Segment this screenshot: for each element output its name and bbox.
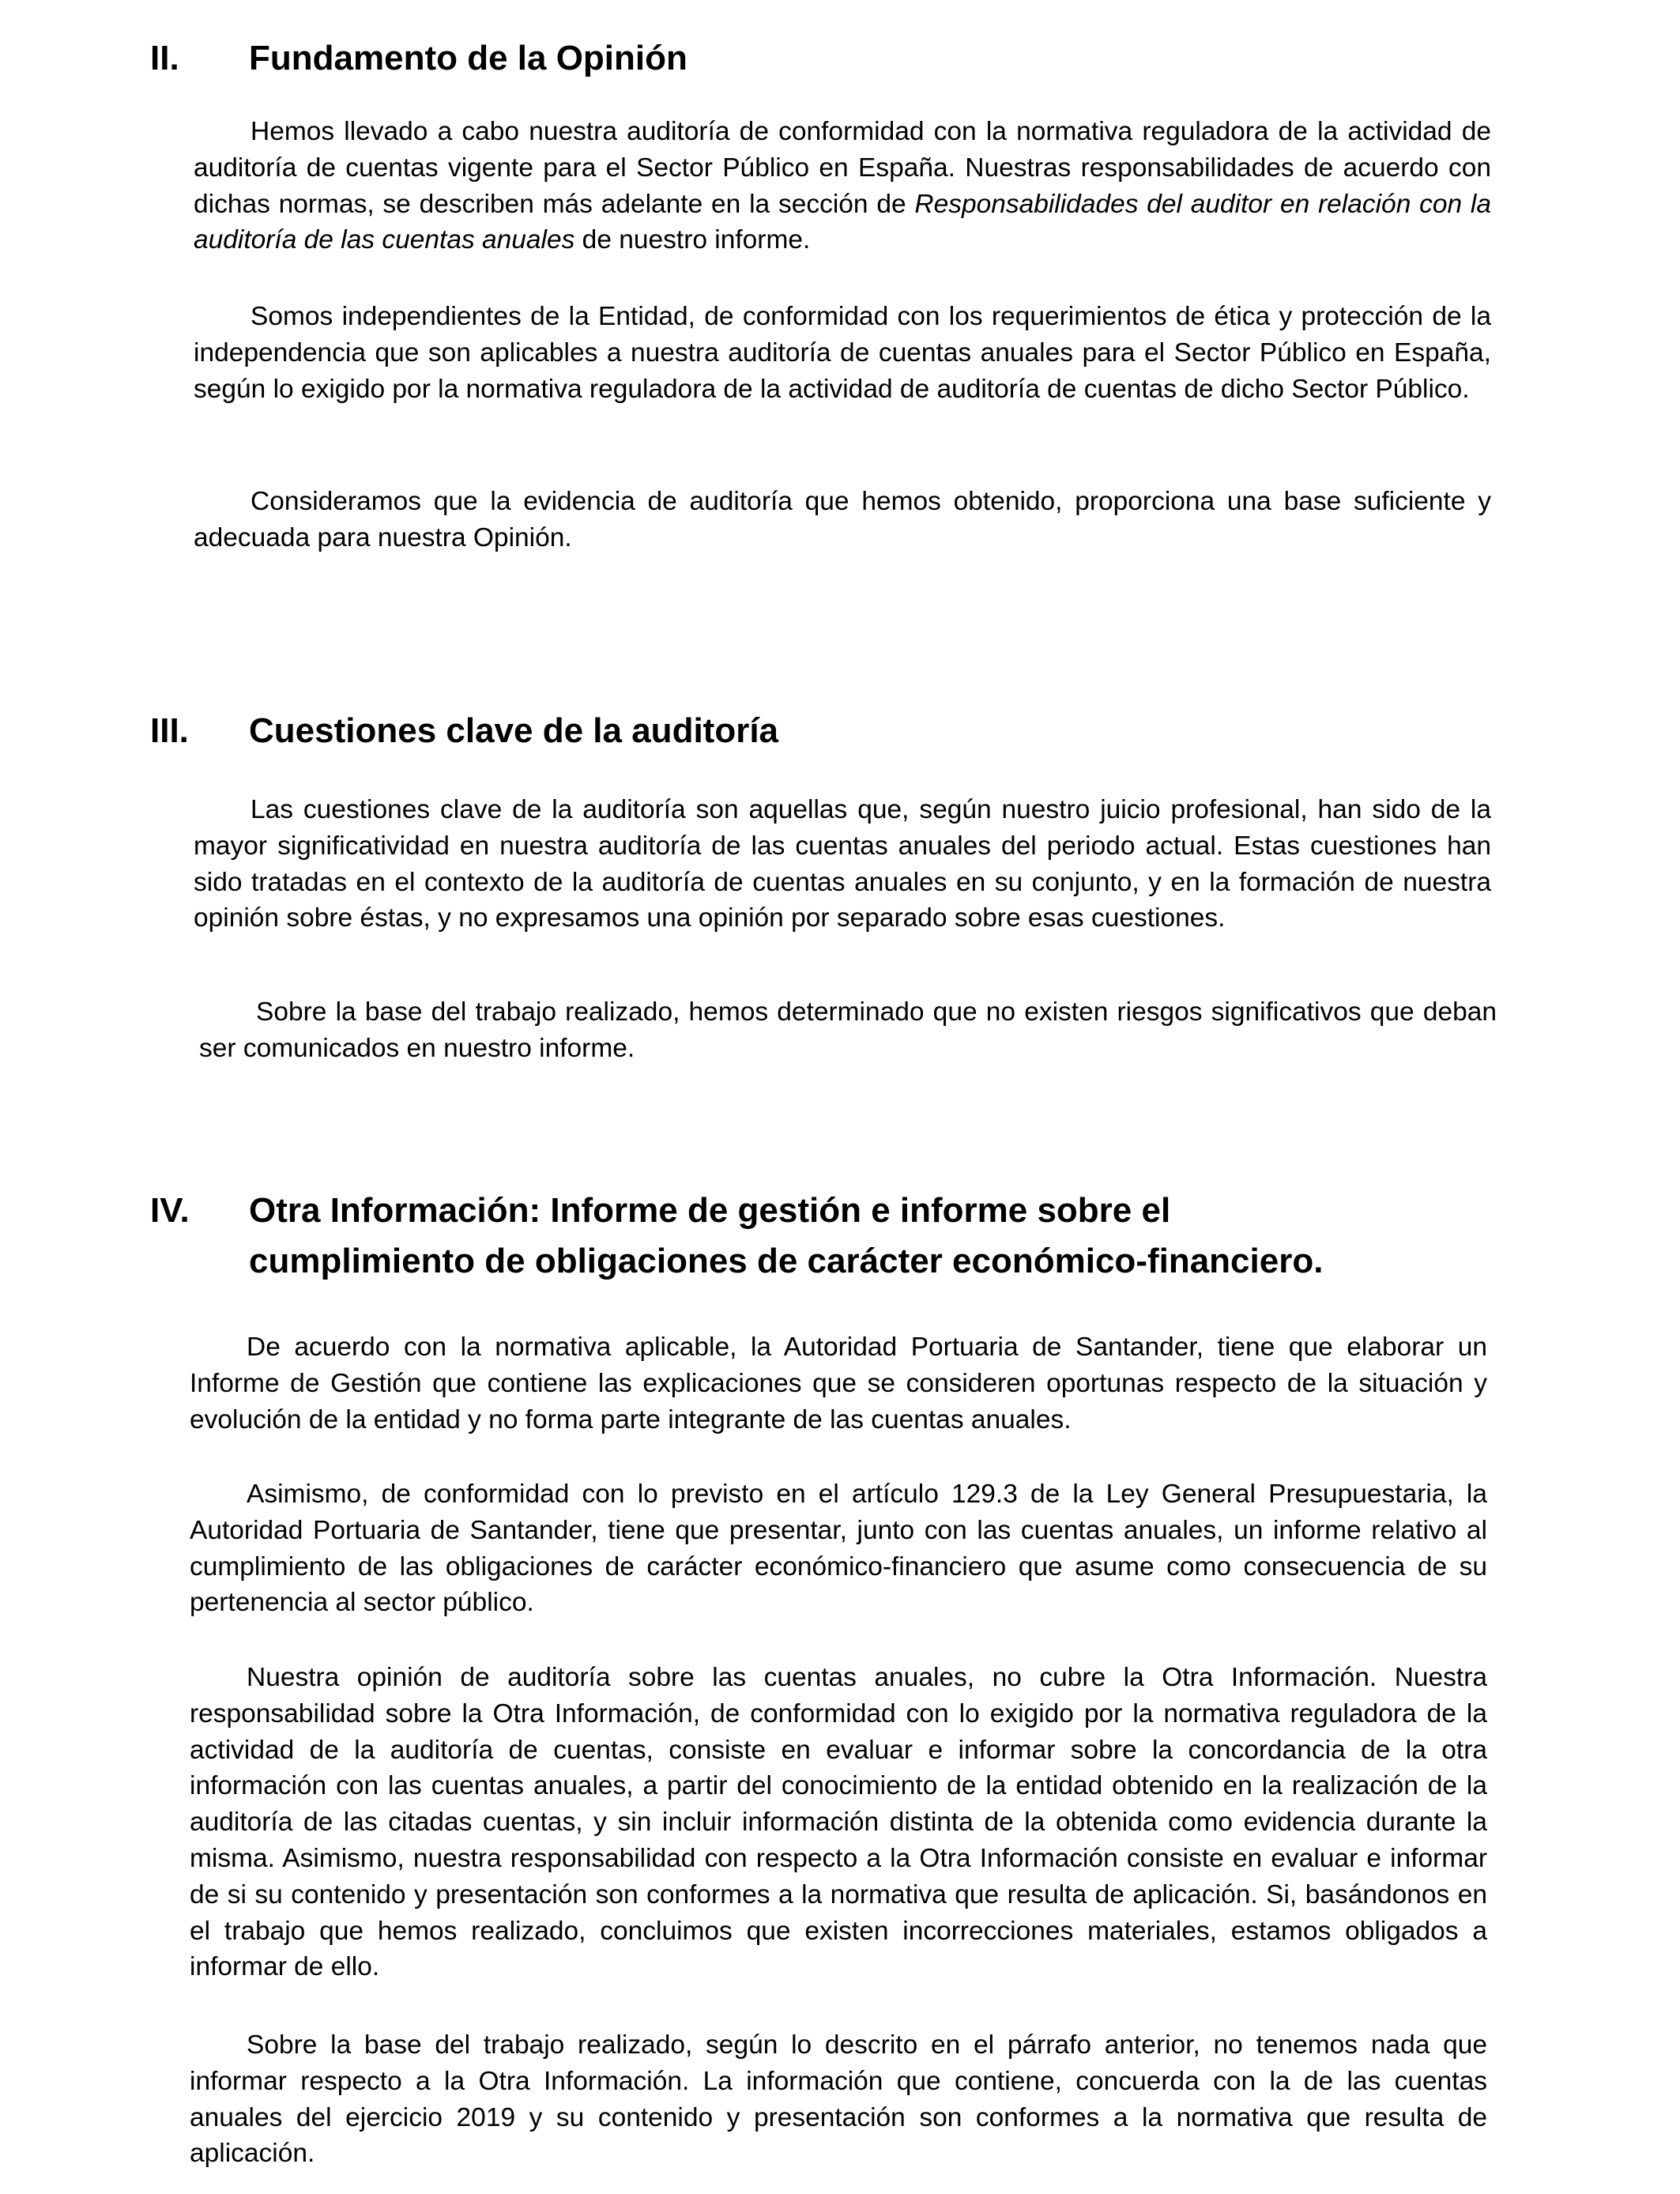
paragraph: Consideramos que la evidencia de auditoría que hemos obtenido, proporciona una base suficiente y adecuada para nuestra Opinión.: [194, 487, 1491, 552]
paragraph: De acuerdo con la normativa aplicable, la Autoridad Portuaria de Santander, tiene que elaborar un Informe de Gestión que contiene las explicaciones que se consideren oportunas respecto de la situación y evolución de la entidad y no forma parte integrante de las cuentas anuales.: [190, 1333, 1487, 1434]
section-number: II.: [150, 39, 179, 77]
paragraph: Somos independientes de la Entidad, de conformidad con los requerimientos de ética y protección de la independencia que son aplicables a nuestra auditoría de cuentas anuales para el Sector Público en España, según lo exigido por la normativa reguladora de la actividad de auditoría de cuentas de dicho Sector Público.: [194, 302, 1491, 404]
paragraph: Asimismo, de conformidad con lo previsto en el artículo 129.3 de la Ley General Presupuestaria, la Autoridad Portuaria de Santander, tiene que presentar, junto con las cuentas anuales, un informe relativo al cumplimiento de las obligaciones de carácter económico-financiero que asume como consecuencia de su pertenencia al sector público.: [190, 1480, 1487, 1618]
section-title: Fundamento de la Opinión: [249, 39, 687, 77]
section-title: Cuestiones clave de la auditoría: [249, 711, 779, 750]
section-title: [249, 1186, 1513, 1287]
paragraph: Las cuestiones clave de la auditoría son aquellas que, según nuestro juicio profesional, han sido de la mayor significatividad en nuestra auditoría de las cuentas anuales del periodo actual. Estas cuestiones han sido tratadas en el contexto de la auditoría de cuentas anuales en su conjunto, y en la formación de nuestra opinión sobre éstas, y no expresamos una opinión por separado sobre esas cuestiones.: [194, 795, 1491, 933]
paragraph-text: de nuestro informe.: [574, 225, 811, 255]
paragraph-italic-text: Responsabilidades del auditor en relación con la auditoría de las cuentas anuales: [194, 189, 1491, 255]
paragraph: Sobre la base del trabajo realizado, hemos determinado que no existen riesgos significativos que deban ser comunicados en nuestro informe.: [199, 997, 1497, 1063]
paragraph-text: Hemos llevado a cabo nuestra auditoría de conformidad con la normativa reguladora de la actividad de auditoría de cuentas vigente para el Sector Público en España. Nuestras responsabilidades de acuerdo con dichas normas, se describen más adelante en la sección de: [194, 117, 1491, 219]
section-number: III.: [150, 711, 189, 750]
section-title-line: Otra Información: Informe de gestión e informe sobre el: [249, 1191, 1171, 1230]
paragraph: [194, 114, 1491, 258]
section-number: IV.: [150, 1191, 190, 1230]
paragraph: Sobre la base del trabajo realizado, según lo descrito en el párrafo anterior, no tenemos nada que informar respecto a la Otra Información. La información que contiene, concuerda con la de las cuentas anuales del ejercicio 2019 y su contenido y presentación son conformes a la normativa que resulta de aplicación.: [190, 2030, 1487, 2169]
section-title-line: cumplimiento de obligaciones de carácter económico-financiero.: [249, 1242, 1324, 1280]
paragraph: Nuestra opinión de auditoría sobre las cuentas anuales, no cubre la Otra Información. Nuestra responsabilidad sobre la Otra Información, de conformidad con lo exigido por la normativa reguladora de la actividad de la auditoría de cuentas, consiste en evaluar e informar sobre la concordancia de la otra información con las cuentas anuales, a partir del conocimiento de la entidad obtenido en la realización de la auditoría de las citadas cuentas, y sin incluir información distinta de la obtenida como evidencia durante la misma. Asimismo, nuestra responsabilidad con respecto a la Otra Información consiste en evaluar e informar de si su contenido y presentación son conformes a la normativa que resulta de aplicación. Si, basándonos en el trabajo que hemos realizado, concluimos que existen incorrecciones materiales, estamos obligados a informar de ello.: [190, 1663, 1487, 1982]
